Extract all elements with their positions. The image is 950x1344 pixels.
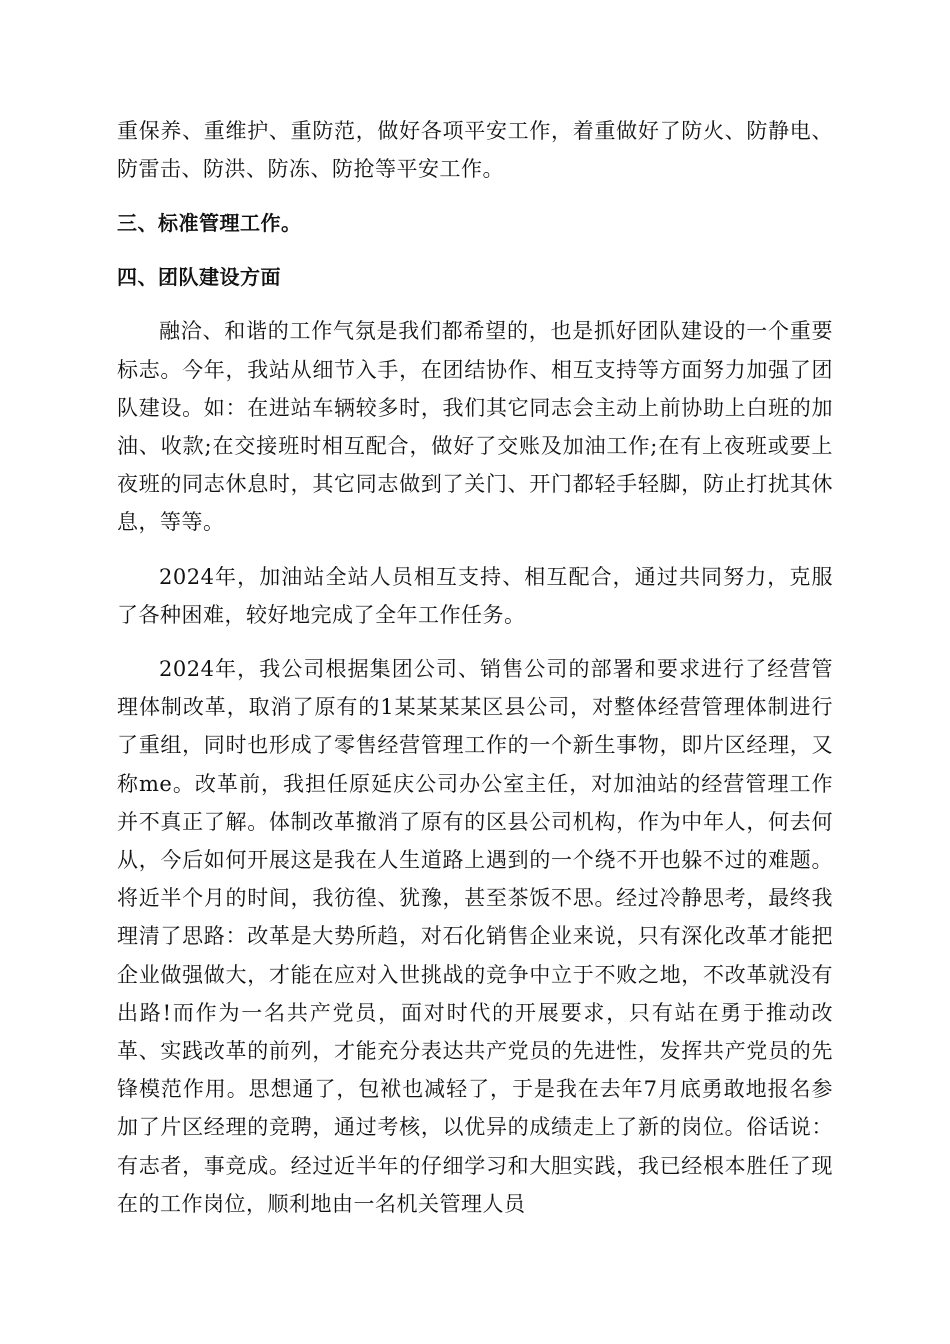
document-body	[117, 112, 833, 1223]
paragraph-safety-work: 重保养、重维护、重防范，做好各项平安工作，着重做好了防火、防静电、防雷击、防洪、防冻、防抢等平安工作。	[117, 119, 833, 182]
paragraph-reform: 2024年，我公司根据集团公司、销售公司的部署和要求进行了经营管理体制改革，取消了原有的1某某某某区县公司，对整体经营管理体制进行了重组，同时也形成了零售经营管理工作的一个新生事物，即片区经理，又称me。改革前，我担任原延庆公司办公室主任，对加油站的经营管理工作并不真正了解。体制改革撤消了原有的区县公司机构，作为中年人，何去何从，今后如何开展这是我在人生道路上遇到的一个绕不开也躲不过的难题。将近半个月的时间，我彷徨、犹豫，甚至茶饭不思。经过冷静思考，最终我理清了思路：改革是大势所趋，对石化销售企业来说，只有深化改革才能把企业做强做大，才能在应对入世挑战的竞争中立于不败之地，不改革就没有出路!而作为一名共产党员，面对时代的开展要求，只有站在勇于推动改革、实践改革的前列，才能充分表达共产党员的先进性，发挥共产党员的先锋模范作用。思想通了，包袱也减轻了，于是我在去年7月底勇敢地报名参加了片区经理的竞聘，通过考核，以优异的成绩走上了新的岗位。俗话说：有志者，事竞成。经过近半年的仔细学习和大胆实践，我已经根本胜任了现在的工作岗位，顺利地由一名机关管理人员	[117, 657, 833, 1216]
paragraph-team-atmosphere: 融洽、和谐的工作气氛是我们都希望的，也是抓好团队建设的一个重要标志。今年，我站从细节入手，在团结协作、相互支持等方面努力加强了团队建设。如：在进站车辆较多时，我们其它同志会主动上前协助上白班的加油、收款;在交接班时相互配合，做好了交账及加油工作;在有上夜班或要上夜班的同志休息时，其它同志做到了关门、开门都轻手轻脚，防止打扰其休息，等等。	[117, 319, 833, 535]
paragraph-annual-summary: 2024年，加油站全站人员相互支持、相互配合，通过共同努力，克服了各种困难，较好地完成了全年工作任务。	[117, 564, 833, 627]
heading-standard-management: 三、标准管理工作。	[117, 211, 302, 236]
heading-team-building: 四、团队建设方面	[117, 265, 281, 290]
